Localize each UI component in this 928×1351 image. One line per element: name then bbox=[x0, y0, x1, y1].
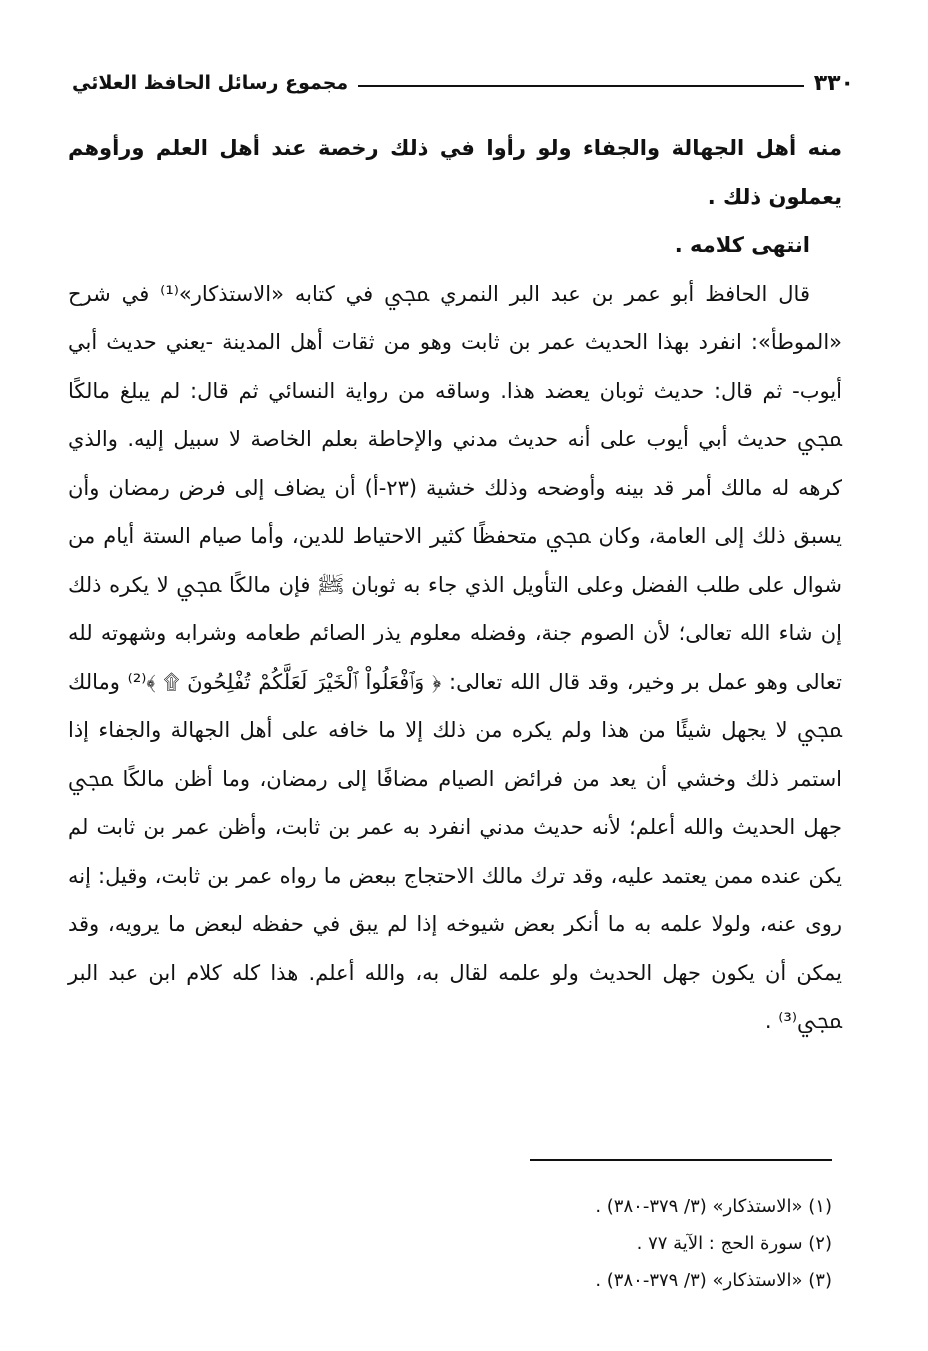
body-text bbox=[68, 124, 842, 1046]
paragraph-main: قال الحافظ أبو عمر بن عبد البر النمري ﷀ في كتابه «الاستذكار»⁽¹⁾ في شرح «الموطأ»: انفرد بهذا الحديث عمر بن ثابت وهو من ثقات أهل المدينة -يعني حديث أبي أيوب- ثم قال: حديث ثوبان يعضد هذا. وساقه من رواية النسائي ثم قال: لم يبلغ مالكًا ﷀ حديث أبي أيوب على أنه حديث مدني والإحاطة بعلم الخاصة لا سبيل إليه. والذي كرهه له مالك أمر قد بينه وأوضحه وذلك خشية (٢٣-أ) أن يضاف إلى فرض رمضان وأن يسبق ذلك إلى العامة، وكان ﷀ متحفظًا كثير الاحتياط للدين، وأما صيام الستة أيام من شوال على طلب الفضل وعلى التأويل الذي جاء به ثوبان ﷺ فإن مالكًا ﷀ لا يكره ذلك إن شاء الله تعالى؛ لأن الصوم جنة، وفضله معلوم يذر الصائم طعامه وشرابه وشهوته لله تعالى وهو عمل بر وخير، وقد قال الله تعالى: ﴿ وَٱفْعَلُواْ ٱلْخَيْرَ لَعَلَّكُمْ تُفْلِحُونَ ۩ ﴾⁽²⁾ ومالك ﷀ لا يجهل شيئًا من هذا ولم يكره من ذلك إلا ما خافه على أهل الجهالة والجفاء إذا استمر ذلك وخشي أن يعد من فرائض الصيام مضافًا إلى رمضان، وما أظن مالكًا ﷀ جهل الحديث والله أعلم؛ لأنه حديث مدني انفرد به عمر بن ثابت، وأظن عمر بن ثابت لم يكن عنده ممن يعتمد عليه، وقد ترك مالك الاحتجاج ببعض ما رواه عمر بن ثابت، وقيل: إنه روى عنه، ولولا علمه به ما أنكر بعض شيوخه إذا لم يبق في حفظه لبعض ما يرويه، وقد يمكن أن يكون جهل الحديث ولو علمه لقال به، والله أعلم. هذا كله كلام ابن عبد البر ﷀ⁽³⁾ . bbox=[68, 281, 842, 1033]
footnote-1: (١) «الاستذكار» (٣/ ٣٧٩-٣٨٠) . bbox=[595, 1196, 832, 1217]
page-header bbox=[72, 66, 854, 100]
running-title: مجموع رسائل الحافظ العلائي bbox=[72, 72, 349, 94]
footnote-2: (٢) سورة الحج : الآية ٧٧ . bbox=[636, 1233, 832, 1254]
page-number: ٣٣٠ bbox=[813, 70, 854, 96]
footnote-3: (٣) «الاستذكار» (٣/ ٣٧٩-٣٨٠) . bbox=[595, 1270, 832, 1291]
footnotes bbox=[300, 1188, 832, 1299]
header-rule bbox=[358, 85, 804, 87]
paragraph-continuation: منه أهل الجهالة والجفاء ولو رأوا في ذلك رخصة عند أهل العلم ورأوهم يعملون ذلك . bbox=[68, 136, 842, 209]
footnote-separator bbox=[530, 1159, 832, 1161]
paragraph-closing: انتهى كلامه . bbox=[674, 233, 810, 257]
